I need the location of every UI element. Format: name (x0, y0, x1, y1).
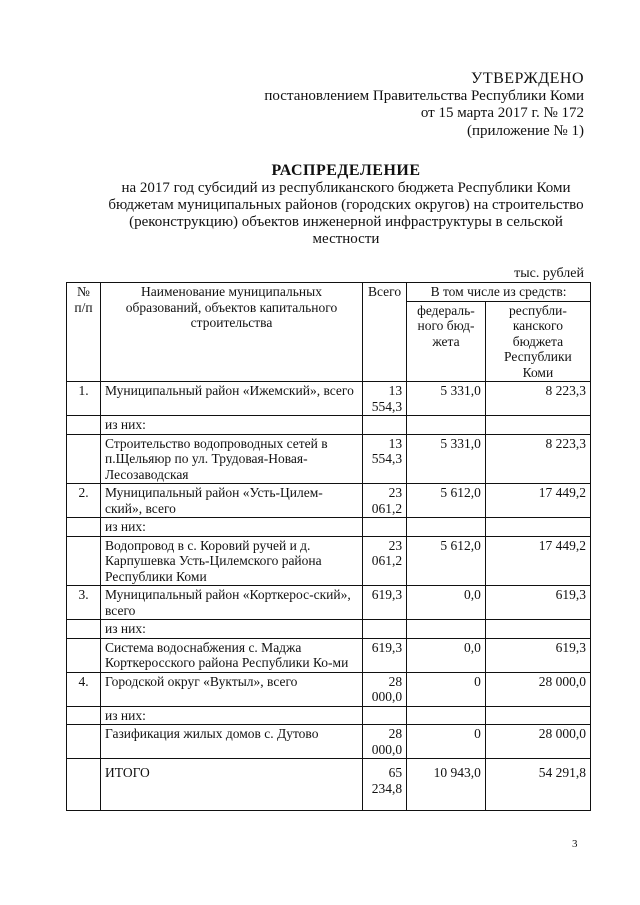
cell-republic: 8 223,3 (485, 382, 590, 416)
cell-federal (407, 706, 486, 725)
header-federal: федераль-ного бюд-жета (407, 301, 486, 382)
cell-name: Городской округ «Вуктыл», всего (101, 672, 363, 706)
header-group: В том числе из средств: (407, 283, 591, 302)
cell-no (67, 518, 101, 537)
cell-republic: 54 291,8 (485, 759, 590, 811)
header-no: № п/п (67, 283, 101, 382)
cell-republic (485, 620, 590, 639)
table-row (67, 382, 591, 416)
cell-total: 28 000,0 (363, 672, 407, 706)
table-row (67, 518, 591, 537)
cell-no (67, 434, 101, 484)
table-row (67, 416, 591, 435)
cell-republic (485, 518, 590, 537)
cell-name: из них: (101, 518, 363, 537)
cell-no (67, 706, 101, 725)
cell-total (363, 706, 407, 725)
cell-no: 3. (67, 586, 101, 620)
approval-date: от 15 марта 2017 г. № 172 (420, 105, 584, 121)
cell-total: 619,3 (363, 638, 407, 672)
cell-name: Система водоснабжения с. Маджа Корткеросского района Республики Ко-ми (101, 638, 363, 672)
cell-federal (407, 620, 486, 639)
table-body (67, 382, 591, 811)
cell-federal: 10 943,0 (407, 759, 486, 811)
cell-republic: 17 449,2 (485, 484, 590, 518)
cell-no (67, 638, 101, 672)
table-row (67, 725, 591, 759)
table-row (67, 638, 591, 672)
cell-no (67, 759, 101, 811)
cell-name: Муниципальный район «Корткерос-ский», всего (101, 586, 363, 620)
cell-name: из них: (101, 706, 363, 725)
cell-federal: 0,0 (407, 638, 486, 672)
cell-total: 13 554,3 (363, 382, 407, 416)
title-line: бюджетам муниципальных районов (городских округов) на строительство (108, 197, 584, 213)
cell-federal: 5 612,0 (407, 484, 486, 518)
header-republic: республи-канского бюджета Республики Коми (485, 301, 590, 382)
approval-appendix: (приложение № 1) (466, 122, 584, 139)
cell-federal: 5 331,0 (407, 382, 486, 416)
cell-federal: 0 (407, 672, 486, 706)
cell-total: 65 234,8 (363, 759, 407, 811)
cell-name: Муниципальный район «Ижемский», всего (101, 382, 363, 416)
cell-republic: 619,3 (485, 586, 590, 620)
cell-name: Водопровод в с. Коровий ручей и д. Карпушевка Усть-Цилемского района Республики Коми (101, 536, 363, 586)
cell-federal: 0,0 (407, 586, 486, 620)
cell-total: 23 061,2 (363, 484, 407, 518)
cell-total: 28 000,0 (363, 725, 407, 759)
cell-republic: 8 223,3 (485, 434, 590, 484)
cell-no: 1. (67, 382, 101, 416)
header-total: Всего (363, 283, 407, 382)
cell-total (363, 518, 407, 537)
cell-federal: 5 612,0 (407, 536, 486, 586)
title-line: на 2017 год субсидий из республиканского бюджета Республики Коми (121, 180, 571, 196)
cell-no (67, 725, 101, 759)
subsidy-table (66, 282, 591, 811)
total-row (67, 759, 591, 811)
cell-name: Муниципальный район «Усть-Цилем-ский», всего (101, 484, 363, 518)
cell-name: из них: (101, 620, 363, 639)
title-line: местности (312, 231, 380, 247)
cell-no: 2. (67, 484, 101, 518)
cell-federal: 5 331,0 (407, 434, 486, 484)
cell-total: 13 554,3 (363, 434, 407, 484)
cell-federal: 0 (407, 725, 486, 759)
approval-decree: постановлением Правительства Республики Коми (264, 87, 584, 104)
cell-total (363, 620, 407, 639)
table-row (67, 620, 591, 639)
cell-no (67, 416, 101, 435)
table-row (67, 586, 591, 620)
table-row (67, 672, 591, 706)
table-header-row (67, 283, 591, 302)
cell-name: Строительство водопроводных сетей в п.Щельяюр по ул. Трудовая-Новая-Лесозаводская (101, 434, 363, 484)
table-row (67, 536, 591, 586)
cell-federal (407, 416, 486, 435)
cell-republic: 28 000,0 (485, 725, 590, 759)
cell-name: из них: (101, 416, 363, 435)
document-title (96, 162, 596, 248)
cell-no: 4. (67, 672, 101, 706)
cell-republic: 28 000,0 (485, 672, 590, 706)
header-name: Наименование муниципальных образований, объектов капитального строительства (101, 283, 363, 382)
cell-name: Газификация жилых домов с. Дутово (101, 725, 363, 759)
title-line: (реконструкцию) объектов инженерной инфраструктуры в сельской (129, 214, 563, 230)
page-number: 3 (572, 838, 578, 850)
cell-republic (485, 706, 590, 725)
table-row (67, 706, 591, 725)
cell-total: 619,3 (363, 586, 407, 620)
cell-total (363, 416, 407, 435)
table-row (67, 484, 591, 518)
cell-republic: 17 449,2 (485, 536, 590, 586)
cell-name: ИТОГО (101, 759, 363, 811)
cell-total: 23 061,2 (363, 536, 407, 586)
title-heading: РАСПРЕДЕЛЕНИЕ (271, 162, 421, 179)
cell-federal (407, 518, 486, 537)
approval-title: УТВЕРЖДЕНО (470, 70, 584, 87)
cell-republic: 619,3 (485, 638, 590, 672)
cell-no (67, 536, 101, 586)
table-row (67, 434, 591, 484)
units-label: тыс. рублей (514, 266, 584, 281)
approval-block (264, 70, 584, 140)
cell-republic (485, 416, 590, 435)
cell-no (67, 620, 101, 639)
